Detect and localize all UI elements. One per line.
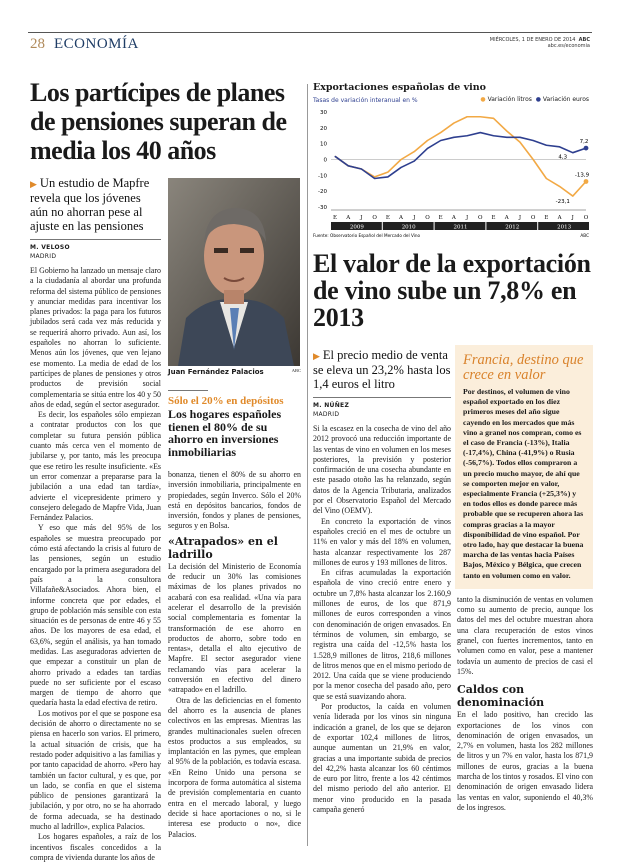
- sidebar-box: [455, 345, 593, 589]
- left-column-1: [30, 266, 161, 863]
- legend-dot-litros: ●: [480, 96, 486, 103]
- data-point: [427, 148, 428, 149]
- right-column-2: [455, 595, 593, 813]
- photo-credit: ABC: [291, 368, 301, 373]
- paragraph: En cifras acumuladas la exportación española de vino creció entre enero y octubre un 7,8% hasta alcanzar los 2.160,9 millones de euros, de los que 871,9 millones de euros corresponden a vinos con denominación de origen envasados. En términos de volumen, sin embargo, se registra una caída del -12,5% hasta los 1.528,9 millones de litros, 218,6 millones de litros menos que en el mismo periodo de 2012. Una caída que se viene produciendo por la menor cosecha del pasado año, pero que se está suavizando ahora.: [313, 568, 451, 701]
- box-rule: [168, 390, 208, 391]
- data-point: [559, 186, 560, 187]
- right-column-2-flow: [455, 345, 593, 813]
- data-point: [533, 140, 534, 141]
- paragraph: Los motivos por el que se pospone esa decisión de ahorro o directamente no se piensa en hacerlo son varios. El primero, la actual situación de crisis, que ha restado poder adquisitivo a las familias y por tanto capacidad de ahorro. «Pero hay también un factor cultural, y es que, por un lado, se confía en que el sistema público de pensiones garantizará la jubilación, y por otro, no se ha ahorrado de forma adecuada, se ha destinado mucho al ladrillo», explica Palacios.: [30, 708, 161, 832]
- header-date: [490, 37, 590, 49]
- right-byline: [313, 401, 451, 419]
- x-tick-label: E: [332, 215, 338, 221]
- left-column-1-flow: [30, 176, 161, 863]
- x-tick-label: A: [451, 215, 456, 221]
- x-tick-label: O: [530, 215, 536, 221]
- data-point: [546, 145, 547, 146]
- x-tick-label: J: [413, 215, 416, 221]
- data-point: [387, 172, 388, 173]
- caption-line: [168, 368, 301, 376]
- year-label: 2013: [557, 224, 572, 231]
- year-label: 2011: [453, 224, 468, 231]
- chart-title: Exportaciones españolas de vino: [313, 82, 486, 93]
- x-tick-label: O: [583, 215, 589, 221]
- y-tick-label: 30: [320, 110, 327, 116]
- sidebar-title: Francia, destino que crece en valor: [463, 352, 584, 383]
- data-point: [348, 165, 349, 166]
- chart-source: Fuente: Observatorio Español del Mercado del Vino: [313, 233, 421, 238]
- year-label: 2012: [505, 224, 520, 231]
- data-point: [335, 156, 336, 157]
- x-tick-label: O: [372, 215, 377, 221]
- data-point: [506, 137, 507, 138]
- paragraph: Otra de las deficiencias en el fomento del ahorro es la ausencia de planes colectivos en las empresas. Mientras las grandes multinacionales suelen ofrecen estos productos a sus empleados, su implantación en las pymes, que emplean al 95% de la población, es todavía escasa. «En Reino Unido una persona se incorpora de forma automática al sistema de previsión complementaria en cuanto entra en el mercado laboral, y luego decide si hace aportaciones o no, si le interesa ese producto o no», dice Palacios.: [168, 695, 301, 839]
- data-label: -23,1: [555, 199, 570, 206]
- data-point: [546, 178, 547, 179]
- paragraph: Por productos, la caída en volumen venía liderada por los vinos sin ninguna indicación a granel, de los que se dejaron de exportar 102,4 millones de litros, aunque aumentan un 21,9% en valor, gracias a una importante subida de precios del 42,2% hasta alcanzar los 60 céntimos de euro por litro, frente a los 42 céntimos del mismo periodo del año anterior. El menor vino producido en la pasada campaña generó: [313, 702, 451, 814]
- data-label: -13,9: [574, 172, 590, 179]
- data-point: [361, 169, 362, 170]
- left-headline: Los partícipes de planes de pensiones superan de media los 40 años: [30, 78, 287, 165]
- paragraph: En el lado positivo, han crecido las exportaciones de los vinos con denominación de origen envasados, un 2,7% en volumen, hasta los 282 millones de litros y un 7% en valor, hasta los 871,9 millones de euros, gracias a la buena marcha de los tintos y rosados. El vino con denominación de origen envasado lidera las ventas en valor, suponiendo el 40,3% de los ingresos.: [457, 710, 593, 812]
- data-point: [480, 116, 481, 117]
- series-line-litros: [335, 117, 586, 196]
- data-point: [467, 135, 468, 136]
- legend-litros: Variación litros: [487, 96, 532, 103]
- paragraph: Es decir, los españoles sólo empiezan a contratar productos con los que completar su futura pensión pública cuanto más cerca ven el momento de jubilarse y, por tanto, más les preocupa que ese retiro les resulte insuficiente. «Es un error comenzar a prepararse para la jubilación a una edad tan tardía», advierte el vicepresidente primero y consejero delegado de Mapfre Vida, Juan Fernández Palacios.: [30, 410, 161, 523]
- y-tick-label: 0: [323, 157, 327, 164]
- x-tick-label: E: [491, 215, 496, 221]
- paragraph: Si la escasez en la cosecha de vino del año 2012 provocó una reducción importante de las ventas de vino en volumen en los meses posteriores, la previsión y posterior confirmación de una cosecha abundante en este pasado otoño las ha relanzado, según datos de la Agencia Tributaria, analizados por el Observatorio Español del Mercado del Vino (OEMV).: [313, 424, 451, 516]
- year-label: 2009: [349, 224, 364, 231]
- data-point: [519, 142, 520, 143]
- y-tick-label: 20: [320, 125, 327, 132]
- right-subhead: [313, 348, 451, 391]
- end-point-marker: [584, 179, 589, 184]
- x-tick-label: O: [425, 215, 430, 221]
- author: M. NÚÑEZ: [313, 402, 350, 409]
- x-tick-label: J: [360, 215, 363, 221]
- x-tick-label: A: [399, 215, 404, 221]
- triangle-bullet-icon: ▶: [313, 351, 320, 361]
- data-point: [414, 161, 415, 162]
- data-point: [519, 137, 520, 138]
- data-point: [440, 140, 441, 141]
- x-tick-label: A: [557, 215, 562, 221]
- right-subhead-text: El precio medio de venta se eleva un 23,2% hasta los 1,4 euros el litro: [313, 348, 451, 391]
- column-divider: [307, 84, 308, 846]
- x-tick-label: O: [478, 215, 483, 221]
- legend-dot-euros: ●: [535, 96, 541, 103]
- byline-rule: [30, 239, 161, 240]
- data-point: [572, 196, 573, 197]
- triangle-bullet-icon: ▶: [30, 179, 37, 189]
- date-text: MIÉRCOLES, 1 DE ENERO DE 2014: [489, 37, 576, 43]
- x-tick-label: E: [544, 215, 549, 221]
- x-tick-label: A: [504, 215, 509, 221]
- y-tick-label: -20: [318, 189, 327, 196]
- data-point: [374, 178, 375, 179]
- data-point: [401, 167, 402, 168]
- col2-subhead: «Atrapados» en el ladrillo: [168, 534, 278, 561]
- wine-export-chart: [313, 82, 593, 242]
- series-line-euros: [335, 133, 586, 179]
- chart-subtitle: Tasas de variación interanual en %: [313, 97, 418, 104]
- right-column-1: [313, 424, 451, 815]
- data-point: [559, 146, 560, 147]
- col4-subhead: Caldos con denominación: [457, 683, 545, 710]
- data-point: [493, 118, 494, 119]
- paragraph: La decisión del Ministerio de Economía de reducir un 30% las comisiones máximas de los planes privados no acabará con esa realidad. «Una vía para acelerar el desarrollo de la previsión social complementaria es fomentar la transformación de ese ahorro en productos de ahorro, sobre todo en rentas», detalla el alto ejecutivo de Mapfre. El sector asegurador viene reclamando vías para acelerar la conversión en efectivo del dinero «atrapado» en el ladrillo.: [168, 561, 301, 695]
- box-headline: Los hogares españoles tienen el 80% de su ahorro en inversiones inmobiliarias: [168, 407, 282, 459]
- photo-caption: Juan Fernández Palacios: [168, 368, 264, 376]
- header-rule: [28, 32, 592, 33]
- location: MADRID: [313, 411, 340, 418]
- left-column-2-flow: [168, 368, 301, 840]
- section-title: ECONOMÍA: [54, 36, 139, 52]
- sidebar-text: Por destinos, el volumen de vino español exportado en los diez primeros meses del año sigue cayendo en los mercados que más vino a granel nos compran, como es el caso de Francia (-13%), Italia (-17,4%), China (-41,9%) o Rusia (-56,7%). Todos ellos compraron a un precio mucho mayor, de ahí que se comporten mejor en valor, especialmente Francia (+25,3%) y en todos ellos es donde parece más probable que se recuperen ahora las compras gracias a la mayor disponibilidad de vino español. Por otro lado, hay que destacar la buena marcha de las ventas hacia Países Bajos, México y Bélgica, que crecen tanto en volumen como en valor.: [463, 387, 584, 580]
- data-point: [414, 151, 415, 152]
- paragraph: Y eso que más del 95% de los españoles se muestra preocupado por cómo está afectando la crisis al futuro de las pensiones, según un estudio encargado por la primera aseguradora del país a la consultora Villafañe&Asociados. Ahora bien, el informe concreta que por edades, el grupo de población más sensible con esta situación es de personas de entre 46 y 55 años. De los mayores de esa edad, el 63,6%, según el análisis, ya han tomado medidas. Las aseguradoras advierten de que empezar a constituir un plan de ahorro privado a edades tan tardías puede no ser suficiente por el escaso margen de tiempo de ahorro que quedaría hasta la edad efectiva de retiro.: [30, 523, 161, 708]
- data-label: 4,3: [558, 154, 568, 161]
- data-point: [401, 159, 402, 160]
- data-point: [533, 159, 534, 160]
- paragraph: En concreto la exportación de vinos españoles creció en el mes de octubre un 11% en valor y más del 18% en volumen, hasta alcanzar respectivamente los 287 millones de euros y 193 millones de litros.: [313, 516, 451, 567]
- data-point: [480, 132, 481, 133]
- year-label: 2010: [401, 224, 416, 231]
- data-point: [453, 137, 454, 138]
- data-point: [387, 176, 388, 177]
- data-point: [506, 131, 507, 132]
- portrait-photo: [168, 178, 300, 366]
- byline-rule: [313, 397, 451, 398]
- y-tick-label: -10: [318, 173, 327, 180]
- y-tick-label: -30: [318, 205, 327, 211]
- brand: ABC: [578, 37, 590, 43]
- x-tick-label: E: [385, 215, 390, 221]
- right-column-1-flow: [313, 249, 591, 332]
- left-subhead-text: Un estudio de Mapfre revela que los jóvenes aún no ahorran pese al ajuste en las pensiones: [30, 176, 150, 233]
- x-tick-label: J: [518, 215, 522, 221]
- data-point: [572, 152, 573, 153]
- data-point: [453, 123, 454, 124]
- paragraph: Los hogares españoles, a raíz de los incentivos fiscales concedidos a la compra de vivienda durante los años de: [30, 832, 161, 862]
- data-label: 7,2: [579, 139, 589, 146]
- x-tick-label: E: [438, 215, 443, 221]
- y-tick-label: 10: [320, 141, 327, 148]
- page-number: 28: [30, 36, 45, 52]
- author: M. VELOSO: [30, 244, 70, 251]
- paragraph: tanto la disminución de ventas en volumen como su aumento de precio, aunque los datos del mes del octubre muestran ahora una clara recuperación de estos vinos granel, con fuertes incrementos, tanto en volumen como en valor, pese a mantener todavía un aumento de precios de casi el 15%.: [457, 594, 593, 676]
- data-point: [467, 116, 468, 117]
- x-tick-label: J: [571, 215, 574, 221]
- data-point: [427, 140, 428, 141]
- right-headline: El valor de la exportación de vino sube un 7,8% en 2013: [313, 249, 591, 332]
- left-byline: [30, 243, 161, 261]
- chart-credit: ABC: [580, 233, 589, 238]
- site-link[interactable]: abc.es/economia: [547, 43, 590, 49]
- box-kicker: Sólo el 20% en depósitos: [168, 395, 284, 407]
- x-tick-label: A: [346, 215, 351, 221]
- left-subhead: [30, 176, 161, 233]
- x-tick-label: J: [465, 215, 469, 221]
- location: MADRID: [30, 253, 57, 260]
- chart-plot: [313, 82, 593, 242]
- end-point-marker: [584, 146, 589, 151]
- left-column-2: [168, 470, 301, 840]
- paragraph: El Gobierno ha lanzado un mensaje claro a la ciudadanía al abordar una profunda reforma del sistema público de pensiones y anunciar medidas para incentivar los planes privados: la paga para los futuros jubilados será cada vez más reducida y se requerirá ahorro privado. Aun así, los españoles no ahorran lo suficiente. Menos aún los jóvenes, que ven lejano ese momento. La media de edad de los partícipes de planes de pensiones y otros productos de previsión social complementaria se sitúa entre los 40 y 50 años de edad, según el sector asegurador.: [30, 266, 161, 409]
- data-point: [493, 135, 494, 136]
- right-article-flow: [313, 348, 451, 815]
- data-point: [440, 132, 441, 133]
- paragraph: bonanza, tienen el 80% de su ahorro en inversión inmobiliaria, principalmente en propiedades, según Inverco. Sólo el 20% está en depósitos bancarios, fondos de inversión, fondos y planes de pensiones, seguros y en Bolsa.: [168, 470, 301, 531]
- legend-euros: Variación euros: [542, 96, 589, 103]
